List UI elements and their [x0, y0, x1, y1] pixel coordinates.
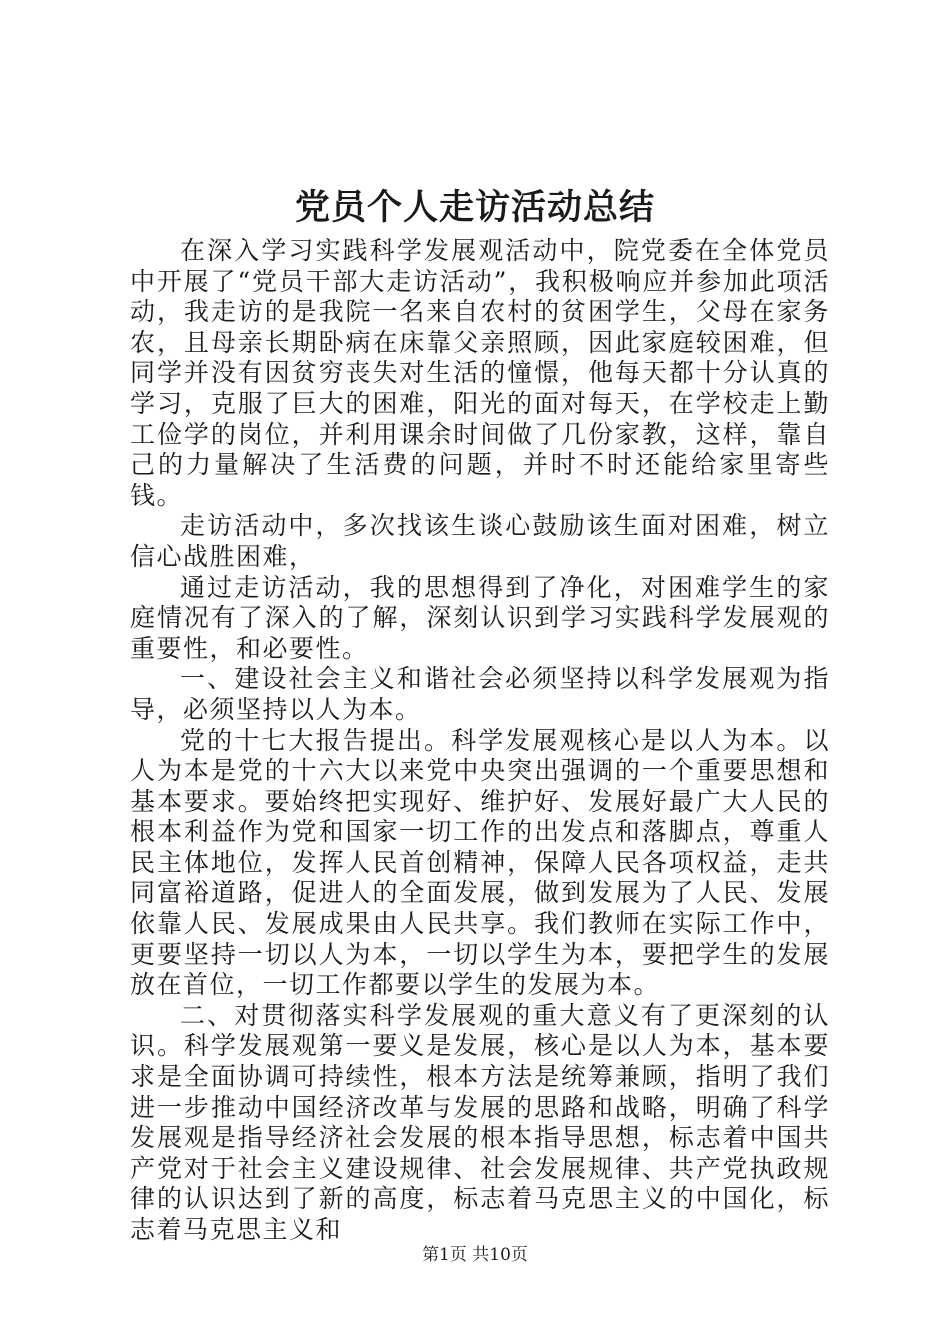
paragraph: 二、对贯彻落实科学发展观的重大意义有了更深刻的认识。科学发展观第一要义是发展，核心是以人为本，基本要求是全面协调可持续性，根本方法是统筹兼顾，指明了我们进一步推动中国经济改革与发展的思路和战略，明确了科学发展观是指导经济社会发展的根本指导思想，标志着中国共产党对于社会主义建设规律、社会发展规律、共产党执政规律的认识达到了新的高度，标志着马克思主义的中国化，标志着马克思主义和	[130, 1000, 830, 1244]
document-title: 党员个人走访活动总结	[294, 187, 655, 228]
page-number-footer: 第1页 共10页	[422, 1245, 528, 1265]
paragraph: 走访活动中，多次找该生谈心鼓励该生面对困难，树立信心战胜困难，	[130, 511, 830, 571]
paragraph: 一、建设社会主义和谐社会必须坚持以科学发展观为指导，必须坚持以人为本。	[130, 664, 830, 724]
paragraph: 党的十七大报告提出。科学发展观核心是以人为本。以人为本是党的十六大以来党中央突出强调的一个重要思想和基本要求。要始终把实现好、维护好、发展好最广大人民的根本利益作为党和国家一切工作的出发点和落脚点，尊重人民主体地位，发挥人民首创精神，保障人民各项权益，走共同富裕道路，促进人的全面发展，做到发展为了人民、发展依靠人民、发展成果由人民共享。我们教师在实际工作中，更要坚持一切以人为本，一切以学生为本，要把学生的发展放在首位，一切工作都要以学生的发展为本。	[130, 725, 830, 1000]
document-body	[130, 236, 830, 1246]
paragraph: 通过走访活动，我的思想得到了净化，对困难学生的家庭情况有了深入的了解，深刻认识到学习实践科学发展观的重要性，和必要性。	[130, 572, 830, 663]
paragraph: 在深入学习实践科学发展观活动中，院党委在全体党员中开展了“党员干部大走访活动”，我积极响应并参加此项活动，我走访的是我院一名来自农村的贫困学生，父母在家务农，且母亲长期卧病在床靠父亲照顾，因此家庭较困难，但同学并没有因贫穷丧失对生活的憧憬，他每天都十分认真的学习，克服了巨大的困难，阳光的面对每天，在学校走上勤工俭学的岗位，并利用课余时间做了几份家教，这样，靠自己的力量解决了生活费的问题，并时不时还能给家里寄些钱。	[130, 236, 830, 510]
